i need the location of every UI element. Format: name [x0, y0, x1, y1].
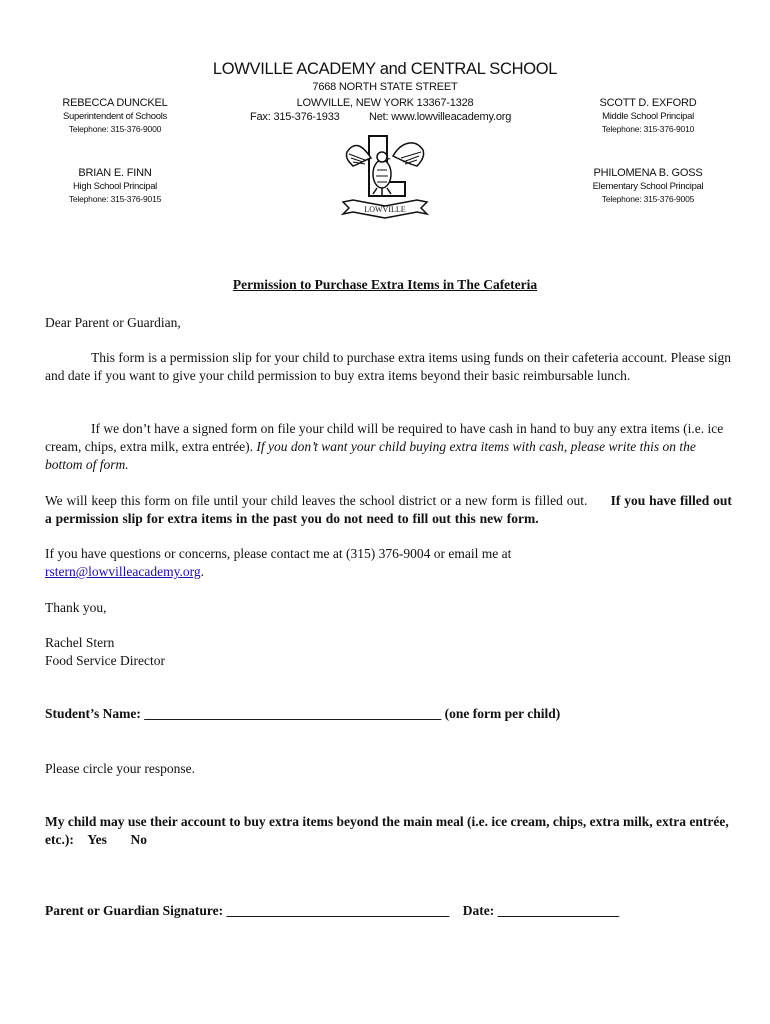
officer-name: SCOTT D. EXFORD [599, 97, 697, 109]
school-fax: Fax: 315-376-1933 [250, 111, 340, 123]
greeting: Dear Parent or Guardian, [45, 315, 181, 330]
yes-option[interactable]: Yes [87, 832, 107, 847]
school-logo-icon [335, 130, 435, 225]
officer-name: PHILOMENA B. GOSS [593, 167, 703, 179]
circle-instruction: Please circle your response. [45, 761, 195, 776]
paragraph-purpose: This form is a permission slip for your child to purchase extra items using funds on their cafeteria account. Please sign and date if you want to give your child permission to buy extra items beyond their basic reimbursable lunch. [45, 350, 731, 383]
date-field[interactable]: Date: __________________ [462, 903, 620, 918]
paragraph-on-file-bold: If you have filled out a permission slip for extra items in the past you do not need to fill out this new form. [45, 493, 732, 526]
officer-role: Elementary School Principal [592, 181, 704, 192]
officer-phone: Telephone: 315-376-9015 [68, 194, 162, 204]
officer-name: REBECCA DUNCKEL [62, 97, 168, 109]
letter-title: Permission to Purchase Extra Items in The Cafeteria [232, 277, 538, 292]
permission-question-text: My child may use their account to buy extra items beyond the main meal (i.e. ice cream, chips, extra milk, extra entrée, etc.): [45, 814, 729, 847]
officer-role: High School Principal [73, 181, 157, 192]
paragraph-cash-text: If we don’t have a signed form on file your child will be required to have cash in hand to buy any extra items (i.e. ice cream, chips, extra milk, extra entrée). [45, 421, 724, 454]
paragraph-cash [45, 420, 735, 474]
school-website: Net: www.lowvilleacademy.org [369, 111, 512, 123]
officer-name: BRIAN E. FINN [78, 167, 152, 179]
signer-name: Rachel Stern [45, 635, 115, 650]
no-option[interactable]: No [130, 832, 147, 847]
student-name-field[interactable]: Student’s Name: ____________________________________________ (one form per child) [45, 706, 561, 721]
school-city: LOWVILLE, NEW YORK 13367-1328 [296, 97, 474, 109]
officer-phone: Telephone: 315-376-9000 [68, 124, 162, 134]
paragraph-contact-text: If you have questions or concerns, please contact me at (315) 376-9004 or email me at [45, 546, 512, 561]
officer-phone: Telephone: 315-376-9005 [601, 194, 695, 204]
paragraph-contact [45, 545, 735, 581]
closing: Thank you, [45, 600, 107, 615]
signature-field[interactable]: Parent or Guardian Signature: _________________________________ [45, 903, 450, 918]
signature-row [45, 902, 735, 920]
paragraph-contact-end: . [200, 564, 205, 579]
signer-title: Food Service Director [45, 653, 165, 668]
officer-phone: Telephone: 315-376-9010 [601, 124, 695, 134]
school-street: 7668 NORTH STATE STREET [312, 81, 458, 93]
paragraph-on-file-text: We will keep this form on file until your child leaves the school district or a new form is filled out. [45, 493, 588, 508]
officer-role: Superintendent of Schools [63, 111, 167, 122]
paragraph-on-file [45, 492, 735, 528]
school-name: LOWVILLE ACADEMY and CENTRAL SCHOOL [212, 60, 558, 78]
officer-role: Middle School Principal [602, 111, 694, 122]
paragraph-cash-italic: If you don’t want your child buying extra items with cash, please write this on the bottom of form. [45, 439, 696, 472]
logo-banner-text: LOWVILLE [364, 205, 406, 214]
permission-question [45, 813, 735, 849]
contact-email-link[interactable]: rstern@lowvilleacademy.org [45, 564, 201, 579]
